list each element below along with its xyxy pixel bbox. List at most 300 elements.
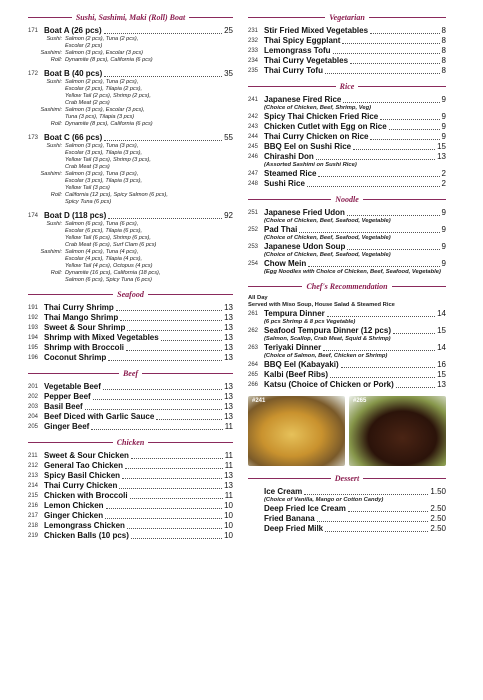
item-row [28, 26, 233, 36]
boat-item [28, 26, 233, 64]
leader-dots [125, 468, 223, 469]
item-row [248, 326, 446, 336]
item-name: Basil Beef [44, 402, 83, 411]
item-number: 247 [248, 171, 259, 177]
item-number: 261 [248, 311, 259, 317]
contents-label: Roll: [50, 121, 62, 127]
item-name: Steamed Rice [264, 169, 317, 178]
item-number: 211 [28, 453, 38, 459]
item-price: 10 [224, 531, 233, 540]
section-title: Dessert [334, 474, 360, 483]
menu-item [248, 504, 446, 514]
item-price: 9 [441, 242, 446, 251]
boat-contents-line [28, 157, 233, 164]
contents-text: Tuna (3 pcs), Tilapia (3 pcs) [65, 114, 135, 120]
item-price: 15 [437, 326, 446, 335]
menu-item [248, 326, 446, 343]
boat-contents-line [28, 114, 233, 121]
item-price: 13 [224, 392, 233, 401]
item-name: Thai Curry Tofu [264, 66, 323, 75]
section-title: Chef's Recommendation [306, 282, 388, 291]
contents-label [28, 185, 65, 192]
contents-label: Sashimi: [40, 50, 62, 56]
contents-label: Sashimi: [40, 171, 62, 177]
leader-dots [318, 176, 439, 177]
item-row [248, 360, 446, 370]
section-title: Noodle [335, 195, 359, 204]
item-note: (6 pcs Shrimp & 8 pcs Vegetable) [264, 319, 356, 325]
menu-item [248, 26, 446, 36]
item-name: Tempura Dinner [264, 309, 325, 318]
leader-dots [106, 508, 223, 509]
contents-label [28, 43, 65, 50]
section-chicken [28, 438, 233, 541]
item-price: 2.50 [430, 524, 446, 533]
boat-contents-line [28, 199, 233, 206]
section-title: Sushi, Sashimi, Maki (Roll) Boat [75, 13, 186, 22]
menu-item [248, 259, 446, 276]
menu-item [28, 521, 233, 531]
item-note: (Assorted Sashimi on Sushi Rice) [264, 162, 357, 168]
contents-text: Escolar (6 pcs), Tilapia (6 pcs), [65, 228, 143, 234]
contents-text: Crab Meat (2 pcs) [65, 100, 110, 106]
leader-dots [108, 360, 222, 361]
section-beef [28, 369, 233, 432]
item-name: Thai Spicy Eggplant [264, 36, 341, 45]
chef-note-allday: All Day [248, 295, 268, 301]
leader-dots [325, 73, 440, 74]
item-name: Japanese Udon Soup [264, 242, 346, 251]
item-number: 253 [248, 244, 259, 250]
leader-dots [343, 102, 439, 103]
item-number: 245 [248, 144, 259, 150]
item-list [248, 487, 446, 534]
item-name: Chow Mein [264, 259, 307, 268]
item-row [248, 46, 446, 56]
leader-dots [316, 159, 435, 160]
item-number: 248 [248, 181, 259, 187]
menu-item [28, 471, 233, 481]
leader-dots [342, 43, 439, 44]
leader-dots [104, 33, 222, 34]
contents-label [28, 178, 65, 185]
item-price: 14 [437, 309, 446, 318]
item-list [248, 208, 446, 276]
contents-text: Salmon (6 pcs), Spicy Tuna (6 pcs) [65, 277, 152, 283]
contents-label [28, 86, 65, 93]
item-row [248, 95, 446, 105]
item-row [248, 514, 446, 524]
item-number: 254 [248, 261, 259, 267]
item-number: 193 [28, 325, 39, 331]
contents-label: Roll: [50, 270, 62, 276]
photo-label: #241 [252, 398, 266, 404]
leader-dots [370, 139, 439, 140]
right-column [248, 10, 446, 540]
section-title: Vegetarian [329, 13, 365, 22]
leader-dots [380, 119, 439, 120]
item-price: 13 [224, 471, 233, 480]
item-price: 92 [224, 211, 233, 220]
item-row [248, 524, 446, 534]
item-name: Boat B (40 pcs) [44, 69, 103, 78]
contents-text: Dynamite (8 pcs), California (6 pcs) [65, 57, 153, 63]
boat-contents-line [28, 107, 233, 114]
item-row [248, 179, 446, 189]
item-note: (Egg Noodles with Choice of Chicken, Beef, Seafood, Vegetable) [264, 269, 441, 275]
item-name: Shrimp with Mixed Vegetables [44, 333, 159, 342]
item-name: Chicken Balls (10 pcs) [44, 531, 129, 540]
contents-label [28, 256, 65, 263]
item-name: Ice Cream [264, 487, 303, 496]
boat-contents-line [28, 121, 233, 128]
menu-item [248, 309, 446, 326]
menu-item [248, 112, 446, 122]
boat-contents-line [28, 277, 233, 284]
contents-text: Escolar (2 pcs), Tilapia (2 pcs), [65, 86, 143, 92]
item-row [28, 531, 233, 541]
menu-item [28, 303, 233, 313]
item-note: (Choice of Salmon, Beef, Chicken or Shrimp) [264, 353, 388, 359]
item-number: 246 [248, 154, 259, 160]
item-name: Vegetable Beef [44, 382, 101, 391]
item-row [28, 511, 233, 521]
boat-contents-line [28, 79, 233, 86]
contents-text: Dynamite (8 pcs), California (6 pcs) [65, 121, 153, 127]
item-price: 9 [441, 259, 446, 268]
item-name: Fried Banana [264, 514, 315, 523]
item-name: Seafood Tempura Dinner (12 pcs) [264, 326, 391, 335]
item-name: General Tao Chicken [44, 461, 123, 470]
item-number: 218 [28, 523, 39, 529]
item-price: 14 [437, 343, 446, 352]
item-price: 11 [224, 461, 233, 470]
item-name: Spicy Thai Chicken Fried Rice [264, 112, 379, 121]
item-name: Coconut Shrimp [44, 353, 107, 362]
contents-label [28, 150, 65, 157]
leader-dots [93, 399, 222, 400]
item-price: 13 [224, 353, 233, 362]
item-row [248, 343, 446, 353]
item-note: (Choice of Chicken, Beef, Seafood, Vegetable) [264, 235, 391, 241]
menu-item [248, 380, 446, 390]
leader-dots [341, 367, 435, 368]
menu-item [248, 225, 446, 242]
leader-dots [307, 186, 440, 187]
item-number: 192 [28, 315, 39, 321]
item-row [28, 461, 233, 471]
leader-dots [131, 538, 222, 539]
leader-dots [120, 320, 222, 321]
item-name: Thai Mango Shrimp [44, 313, 119, 322]
chef-note-served: Served with Miso Soup, House Salad & Steamed Rice [248, 302, 395, 308]
contents-label [28, 263, 65, 270]
menu-item [28, 392, 233, 402]
section-title: Rice [339, 82, 355, 91]
item-row [28, 343, 233, 353]
item-row [28, 412, 233, 422]
item-price: 1.50 [430, 487, 446, 496]
item-name: Shrimp with Broccoli [44, 343, 125, 352]
contents-label: Sushi: [46, 221, 62, 227]
contents-label: Roll: [50, 57, 62, 63]
leader-dots [370, 33, 440, 34]
contents-text: Escolar (2 pcs) [65, 43, 103, 49]
leader-dots [348, 511, 429, 512]
menu-item [28, 323, 233, 333]
menu-item [248, 36, 446, 46]
item-price: 13 [224, 343, 233, 352]
item-name: Boat C (66 pcs) [44, 133, 103, 142]
leader-dots [104, 76, 222, 77]
item-price: 8 [441, 36, 446, 45]
item-price: 25 [224, 26, 233, 35]
menu-item [28, 481, 233, 491]
item-number: 172 [28, 71, 39, 77]
item-number: 243 [248, 124, 259, 130]
menu-item [248, 524, 446, 534]
item-name: Thai Curry Vegetables [264, 56, 349, 65]
item-row [248, 225, 446, 235]
item-number: 217 [28, 513, 39, 519]
contents-label [28, 228, 65, 235]
menu-item [28, 461, 233, 471]
item-row [248, 112, 446, 122]
boat-contents-line [28, 228, 233, 235]
item-row [248, 66, 446, 76]
leader-dots [299, 232, 439, 233]
item-number: 231 [248, 28, 259, 34]
item-row [248, 122, 446, 132]
item-name: Stir Fried Mixed Vegetables [264, 26, 369, 35]
boat-contents-line [28, 221, 233, 228]
item-name: Lemongrass Chicken [44, 521, 125, 530]
item-price: 8 [441, 46, 446, 55]
menu-item [28, 511, 233, 521]
leader-dots [333, 53, 440, 54]
item-name: Sweet & Sour Chicken [44, 451, 129, 460]
leader-dots [347, 215, 440, 216]
contents-text: Yellow Tail (3 pcs) [65, 185, 110, 191]
contents-label: Roll: [50, 192, 62, 198]
item-note: (Choice of Vanilla, Mango or Cotton Candy) [264, 497, 384, 503]
item-number: 235 [248, 68, 259, 74]
contents-label [28, 100, 65, 107]
item-list [28, 303, 233, 363]
item-row [28, 451, 233, 461]
item-number: 191 [28, 305, 39, 311]
contents-label [28, 93, 65, 100]
item-number: 264 [248, 362, 259, 368]
boat-contents-line [28, 36, 233, 43]
item-number: 174 [28, 213, 39, 219]
contents-text: Crab Meat (6 pcs), Surf Clam (6 pcs) [65, 242, 157, 248]
boat-item [28, 211, 233, 284]
item-number: 266 [248, 382, 259, 388]
menu-item [28, 333, 233, 343]
item-price: 16 [437, 360, 446, 369]
menu-item [28, 353, 233, 363]
menu-item [248, 242, 446, 259]
menu-item [248, 122, 446, 132]
item-name: Boat D (118 pcs) [44, 211, 107, 220]
boat-item [28, 69, 233, 128]
contents-label: Sushi: [46, 79, 62, 85]
boat-contents-line [28, 192, 233, 199]
section-dessert [248, 474, 446, 534]
item-name: Deep Fried Milk [264, 524, 324, 533]
item-row [248, 370, 446, 380]
section-boats [28, 13, 233, 284]
menu-item [28, 451, 233, 461]
leader-dots [127, 330, 222, 331]
photo-label: #265 [353, 398, 367, 404]
contents-label: Sashimi: [40, 249, 62, 255]
contents-label [28, 277, 65, 284]
boat-contents-line [28, 143, 233, 150]
contents-text: Salmon (3 pcs), Escolar (3 pcs), [65, 107, 145, 113]
section-rice [248, 82, 446, 189]
item-row [248, 26, 446, 36]
item-number: 171 [28, 28, 39, 34]
item-name: Japanese Fried Udon [264, 208, 345, 217]
contents-label [28, 157, 65, 164]
item-name: BBQ Eel (Kabayaki) [264, 360, 339, 369]
contents-text: Escolar (3 pcs), Tilapia (3 pcs), [65, 150, 143, 156]
contents-text: Salmon (3 pcs), Escolar (3 pcs) [65, 50, 144, 56]
item-price: 13 [224, 481, 233, 490]
item-price: 13 [224, 313, 233, 322]
contents-label: Sushi: [46, 143, 62, 149]
item-row [248, 132, 446, 142]
menu-item [248, 132, 446, 142]
item-number: 201 [28, 384, 39, 390]
item-price: 9 [441, 112, 446, 121]
menu-item [28, 382, 233, 392]
item-number: 196 [28, 355, 39, 361]
section-seafood [28, 290, 233, 363]
item-price: 9 [441, 132, 446, 141]
boat-list [28, 26, 233, 284]
item-name: Chicken with Broccoli [44, 491, 128, 500]
item-number: 241 [248, 97, 259, 103]
item-list [28, 451, 233, 541]
leader-dots [119, 488, 222, 489]
item-name: Sushi Rice [264, 179, 305, 188]
item-row [248, 56, 446, 66]
boat-contents-line [28, 86, 233, 93]
item-number: 212 [28, 463, 39, 469]
item-row [248, 142, 446, 152]
item-row [28, 303, 233, 313]
contents-text: Salmon (3 pcs), Tuna (3 pcs), [65, 143, 139, 149]
item-number: 194 [28, 335, 39, 341]
boat-contents-line [28, 178, 233, 185]
item-row [28, 313, 233, 323]
item-row [28, 353, 233, 363]
item-number: 233 [248, 48, 259, 54]
menu-item [248, 179, 446, 189]
contents-text: Salmon (6 pcs), Tuna (6 pcs), [65, 221, 139, 227]
leader-dots [122, 478, 222, 479]
item-name: Thai Curry Shrimp [44, 303, 114, 312]
item-row [248, 504, 446, 514]
item-price: 55 [224, 133, 233, 142]
item-note: (Choice of Chicken, Beef, Shrimp, Veg) [264, 105, 372, 111]
section-title: Beef [122, 369, 139, 378]
leader-dots [108, 218, 222, 219]
contents-text: Crab Meat (3 pcs) [65, 164, 110, 170]
item-name: Chicken Cutlet with Egg on Rice [264, 122, 387, 131]
item-note: (Salmon, Scallop, Crab Meat, Squid & Shrimp) [264, 336, 391, 342]
item-name: Chirashi Don [264, 152, 314, 161]
item-row [28, 133, 233, 143]
boat-contents-line [28, 263, 233, 270]
item-number: 263 [248, 345, 259, 351]
leader-dots [156, 419, 222, 420]
item-name: BBQ Eel on Sushi Rice [264, 142, 352, 151]
leader-dots [317, 521, 429, 522]
item-row [28, 521, 233, 531]
item-price: 9 [441, 122, 446, 131]
photo-fried-rice [248, 396, 345, 466]
menu-item [28, 412, 233, 422]
leader-dots [393, 333, 435, 334]
contents-text: Salmon (2 pcs), Tuna (2 pcs), [65, 79, 139, 85]
item-row [248, 169, 446, 179]
item-row [248, 242, 446, 252]
menu-item [28, 491, 233, 501]
section-title: Seafood [117, 290, 144, 299]
item-price: 2.50 [430, 504, 446, 513]
item-name: Ginger Beef [44, 422, 90, 431]
section-noodle [248, 195, 446, 276]
leader-dots [127, 528, 222, 529]
item-price: 15 [437, 142, 446, 151]
contents-text: Dynamite (16 pcs), California (18 pcs), [65, 270, 161, 276]
item-price: 2 [441, 169, 446, 178]
item-price: 13 [224, 303, 233, 312]
item-price: 8 [441, 26, 446, 35]
leader-dots [130, 498, 223, 499]
contents-label: Sushi: [46, 36, 62, 42]
boat-contents-line [28, 100, 233, 107]
menu-item [28, 343, 233, 353]
item-price: 10 [224, 521, 233, 530]
item-number: 262 [248, 328, 259, 334]
food-photos [248, 396, 446, 466]
leader-dots [327, 316, 435, 317]
item-number: 215 [28, 493, 39, 499]
item-note: (Choice of Chicken, Beef, Seafood, Vegetable) [264, 252, 391, 258]
left-column [28, 10, 233, 547]
item-number: 216 [28, 503, 39, 509]
leader-dots [131, 458, 223, 459]
item-number: 203 [28, 404, 39, 410]
menu-item [248, 169, 446, 179]
item-name: Sweet & Sour Shrimp [44, 323, 126, 332]
boat-contents-line [28, 242, 233, 249]
item-price: 9 [441, 208, 446, 217]
item-price: 2.50 [430, 514, 446, 523]
item-price: 35 [224, 69, 233, 78]
item-list [248, 309, 446, 390]
item-name: Lemongrass Tofu [264, 46, 331, 55]
menu-item [248, 370, 446, 380]
item-name: Pad Thai [264, 225, 298, 234]
menu-item [248, 360, 446, 370]
item-name: Thai Curry Chicken [44, 481, 118, 490]
